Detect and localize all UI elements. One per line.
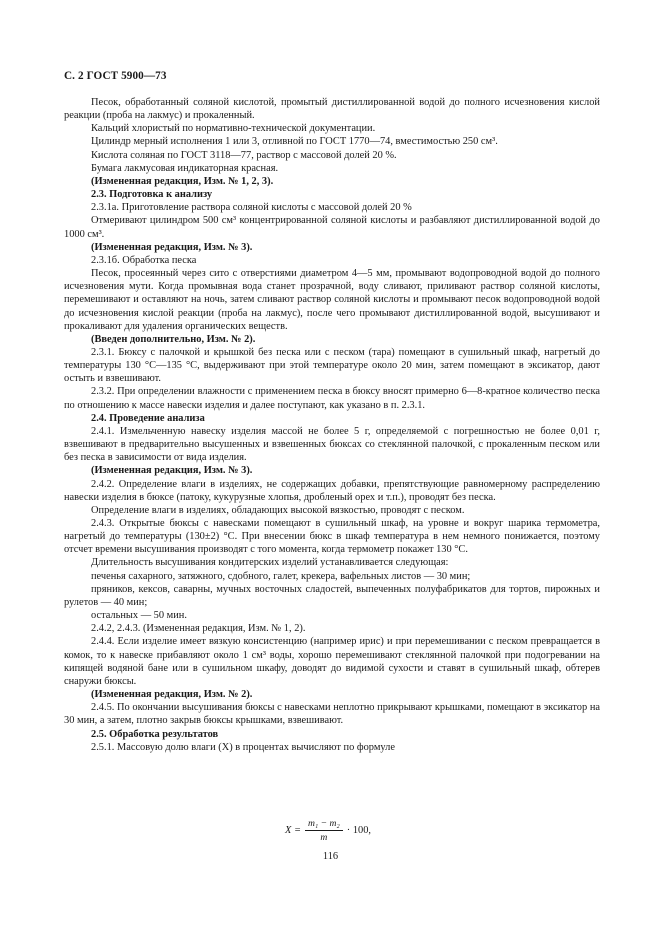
paragraph: 2.3.1. Бюксу с палочкой и крышкой без песка или с песком (тара) помещают в сушильный шкаф, нагретый до температуры 130 °С—135 °С, выдерживают при этой температуре около 20 мин, затем помещают в эксикатор, дают остыть и взвешивают. xyxy=(64,346,600,385)
paragraph: 2.4.1. Измельченную навеску изделия массой не более 5 г, определяемой с погрешностью не более 0,01 г, взвешивают в предварительно высушенных и взвешенных бюксах со стеклянной палочкой, с прокаленным песком или без песка в зависимости от вида изделия. xyxy=(64,425,600,464)
paragraph: 2.4.2, 2.4.3. (Измененная редакция, Изм. № 1, 2). xyxy=(91,623,306,635)
paragraph: 2.4.3. Открытые бюксы с навесками помещают в сушильный шкаф, на уровне и вокруг шарика термометра, нагретый до температуры (130±2) °С. При внесении бюкс в шкаф температура в нем немного понижается, поэтому отсчет времени высушивания производят с того момента, когда термометр покажет 130 °С. xyxy=(64,518,600,556)
bold-paragraph: 2.5. Обработка результатов xyxy=(91,728,219,740)
bold-paragraph: (Измененная редакция, Изм. № 2). xyxy=(91,689,253,701)
paragraph: Песок, просеянный через сито с отверстиями диаметром 4—5 мм, промывают водопроводной водой до полного исчезновения мути. Когда промывная вода станет прозрачной, воду сливают, приливают раствор соляной кислоты, перемешивают и оставляют на ночь, затем сливают раствор соляной кислоты и промывают песок водопроводной водой до исчезновения кислой реакции (проба на лакмус), после чего промывают дистиллированной водой, высушивают и прокаливают для удаления органических веществ. xyxy=(64,268,600,332)
paragraph: Отмеривают цилиндром 500 см³ концентрированной соляной кислоты и разбавляют дистиллированной водой до 1000 см³. xyxy=(64,215,600,240)
paragraph: Определение влаги в изделиях, обладающих высокой вязкостью, проводят с песком. xyxy=(91,504,465,516)
bold-paragraph: (Измененная редакция, Изм. № 1, 2, 3). xyxy=(91,175,274,187)
page-number: 116 xyxy=(322,851,339,862)
paragraph: 2.4.4. Если изделие имеет вязкую консистенцию (например ирис) и при перемешивании с песком превращается в комок, то к навеске прибавляют около 1 см³ воды, хорошо перемешивают стеклянной палочкой при подогревании на кипящей водяной бане или в сушильном шкафу, доводят до видимой сухости и ставят в сушильный шкаф, обтерев снаружи бюксы. xyxy=(64,636,600,687)
paragraph: 2.3.2. При определении влажности с применением песка в бюксу вносят примерно 6—8-кратное количество песка по отношению к массе навески изделия и далее поступают, как указано в п. 2.3.1. xyxy=(64,386,600,411)
paragraph: 2.4.2. Определение влаги в изделиях, не содержащих добавки, препятствующие равномерному распределению навески изделия в бюксе (патоку, кукурузные хлопья, дробленый орех и т.п.), проводят без песка. xyxy=(64,478,600,503)
paragraph: Песок, обработанный соляной кислотой, промытый дистиллированной водой до полного исчезновения кислой реакции (проба на лакмус) и прокаленный. xyxy=(64,97,600,122)
paragraph: Цилиндр мерный исполнения 1 или 3, отливной по ГОСТ 1770—74, вместимостью 250 см³. xyxy=(91,136,498,148)
paragraph: Бумага лакмусовая индикаторная красная. xyxy=(91,162,279,174)
bold-paragraph: (Измененная редакция, Изм. № 3). xyxy=(91,241,253,253)
body-text xyxy=(64,96,600,754)
paragraph: 2.5.1. Массовую долю влаги (X) в процентах вычисляют по формуле xyxy=(91,741,395,753)
paragraph: печенья сахарного, затяжного, сдобного, галет, крекера, вафельных листов — 30 мин; xyxy=(91,570,471,582)
paragraph: Кислота соляная по ГОСТ 3118—77, раствор с массовой долей 20 %. xyxy=(91,149,397,161)
formula-denominator: m xyxy=(320,832,328,843)
formula-lhs: X = xyxy=(285,825,301,836)
moisture-formula xyxy=(64,816,600,848)
paragraph: пряников, кексов, саварны, мучных восточных сладостей, выпеченных полуфабрикатов для тортов, пирожных и рулетов — 40 мин; xyxy=(64,583,600,608)
paragraph: остальных — 50 мин. xyxy=(91,610,187,622)
formula-fraction xyxy=(305,818,343,843)
paragraph: 2.3.1б. Обработка песка xyxy=(91,254,197,266)
bold-paragraph: (Измененная редакция, Изм. № 3). xyxy=(91,465,253,477)
paragraph: 2.4.5. По окончании высушивания бюксы с навесками неплотно прикрывают крышками, помещают в эксикатор на 30 мин, а затем, плотно закрыв бюксы крышками, взвешивают. xyxy=(64,702,600,727)
bold-paragraph: 2.4. Проведение анализа xyxy=(91,412,205,424)
paragraph: Длительность высушивания кондитерских изделий устанавливается следующая: xyxy=(91,557,449,569)
paragraph: 2.3.1а. Приготовление раствора соляной кислоты с массовой долей 20 % xyxy=(91,202,412,214)
paragraph: Кальций хлористый по нормативно-технической документации. xyxy=(91,123,376,135)
page-header: С. 2 ГОСТ 5900—73 xyxy=(64,70,167,82)
bold-paragraph: 2.3. Подготовка к анализу xyxy=(91,189,213,201)
formula-numerator: m₁ − m₂ xyxy=(305,818,343,831)
bold-paragraph: (Введен дополнительно, Изм. № 2). xyxy=(91,333,256,345)
formula-rhs: · 100, xyxy=(346,825,372,836)
